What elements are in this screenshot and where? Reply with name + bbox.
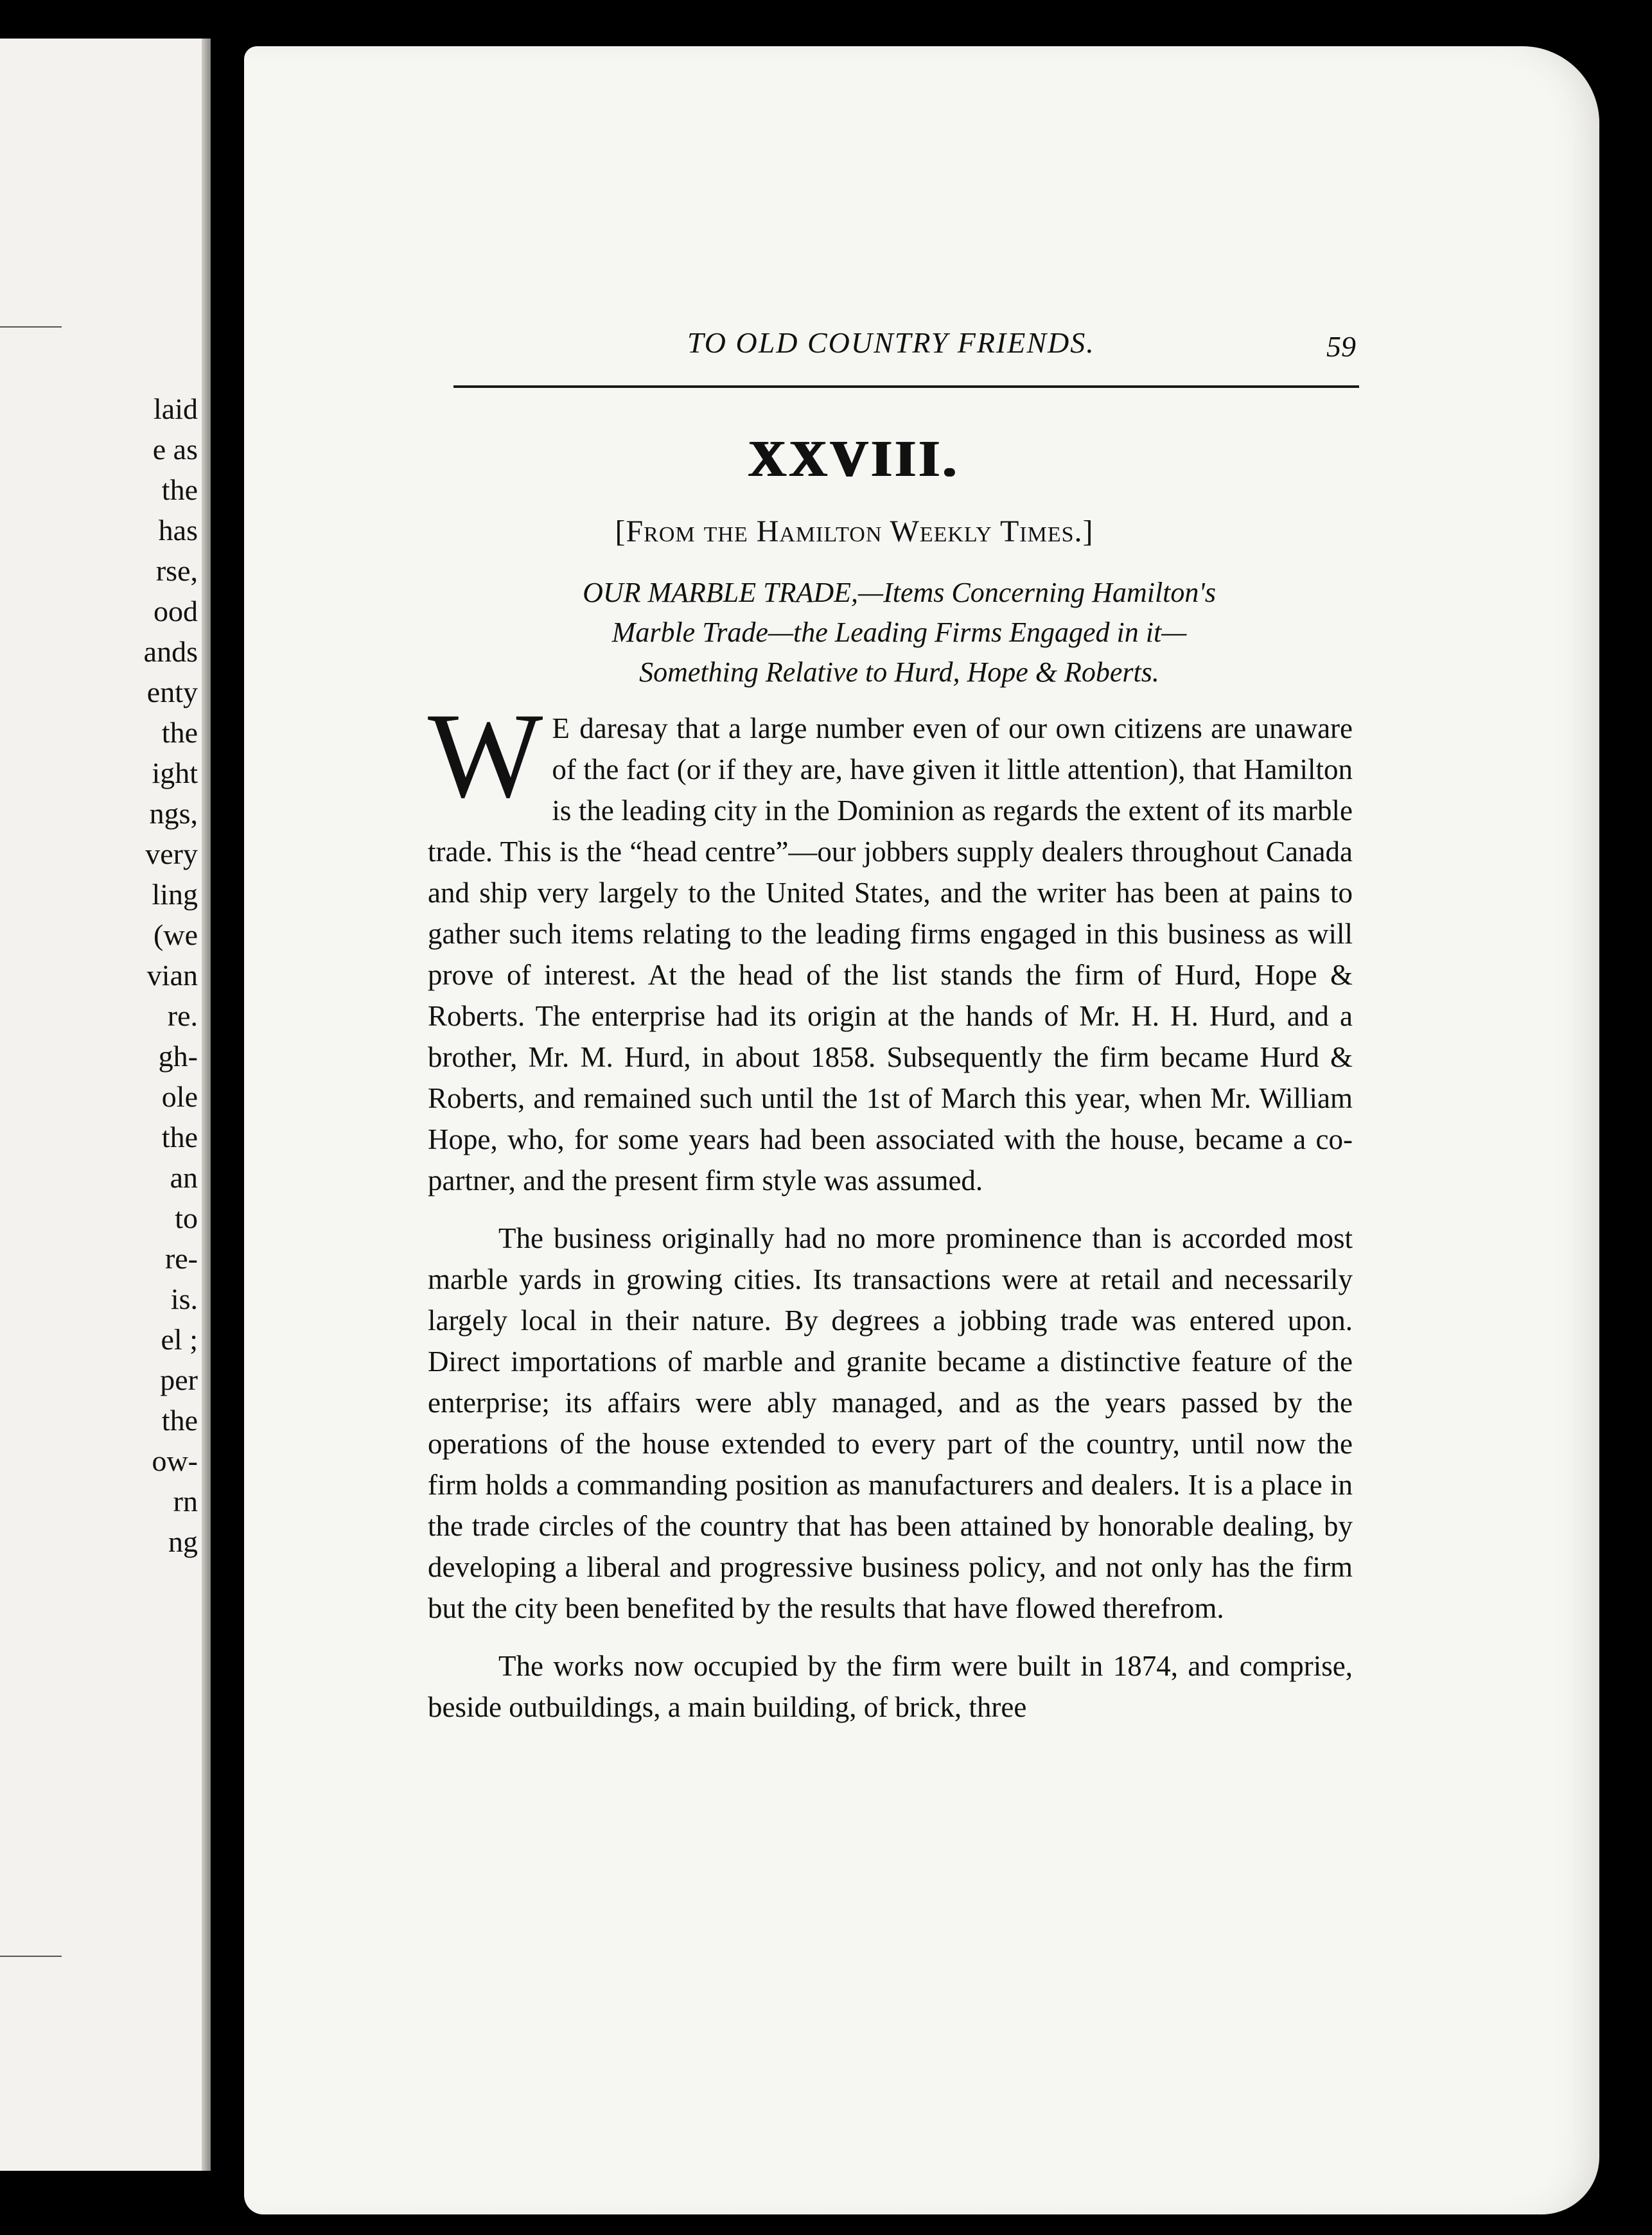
chapter-number: XXVIII. (748, 431, 960, 487)
left-page-fragment: ow- (152, 1444, 198, 1477)
left-page-fragment: re. (167, 999, 198, 1032)
subtitle-line: Something Relative to Hurd, Hope & Roberts. (639, 656, 1159, 688)
left-page-fragment: re- (164, 1242, 198, 1275)
book-spine (202, 39, 211, 2171)
article-subtitle (443, 573, 1355, 692)
left-page-fragment: per (160, 1363, 198, 1396)
left-page-fragment: the (161, 473, 198, 506)
left-page-fragment: laid (154, 392, 198, 425)
left-page-fragment: enty (146, 676, 198, 708)
left-page-rule-bottom (0, 1956, 62, 1957)
left-page-fragment: ling (152, 878, 198, 911)
left-page-fragment: to (175, 1202, 198, 1234)
drop-cap: W (428, 688, 543, 823)
left-page-fragment: vian (146, 959, 198, 992)
left-page-fragment: the (161, 1121, 198, 1153)
left-page-fragment: the (161, 1404, 198, 1437)
left-page-fragment: rn (173, 1485, 198, 1518)
left-facing-page (0, 39, 211, 2171)
running-head (244, 326, 1599, 364)
subtitle-line: OUR MARBLE TRADE,—Items Concerning Hamilton's (583, 577, 1216, 608)
left-page-fragment: very (145, 837, 198, 870)
first-word-rest: E (552, 712, 571, 744)
subtitle-line: Marble Trade—the Leading Firms Engaged in it— (611, 617, 1187, 648)
left-page-fragment: e as (152, 433, 198, 466)
left-page-fragment: ole (161, 1080, 198, 1113)
paragraph (428, 688, 1353, 1201)
page-number: 59 (1326, 330, 1356, 363)
left-page-fragment: an (170, 1161, 198, 1194)
source-line: [From the Hamilton Weekly Times.] (615, 514, 1094, 548)
running-head-title: TO OLD COUNTRY FRIENDS. (687, 326, 1095, 359)
book-page (244, 46, 1599, 2214)
left-page-fragment: ands (143, 635, 198, 668)
left-page-fragment: the (161, 716, 198, 749)
paragraph: The business originally had no more prominence than is accorded most marble yards in growing cities. Its transactions were at retail and necessarily largely local in their nature. By degrees a jobbing trade was entered upon. Direct importations of marble and granite became a distinctive feature of the enterprise; its affairs were ably managed, and as the years passed by the operations of the house extended to every part of the country, until now the firm holds a commanding position as manufacturers and dealers. It is a place in the trade circles of the country that has been attained by honorable dealing, by developing a liberal and progressive business policy, and not only has the firm but the city been benefited by the results that have flowed therefrom. (428, 1222, 1353, 1624)
left-page-fragment: gh- (158, 1040, 198, 1073)
left-page-fragment: is. (170, 1283, 198, 1315)
left-page-fragment: ng (168, 1525, 198, 1558)
paragraph-text: daresay that a large number even of our own citizens are unaware of the fact (or if they are, have given it little attention), that Hamilton is the leading city in the Dominion as regards the extent of its marble trade. This is the “head centre”—our jobbers supply dealers throughout Canada and ship very largely to the United States, and the writer has been at pains to gather such items relating to the leading firms engaged in this business as will prove of interest. At the head of the list stands the firm of Hurd, Hope & Roberts. The enterprise had its origin at the hands of Mr. H. H. Hurd, and a brother, Mr. M. Hurd, in about 1858. Subsequently the firm became Hurd & Roberts, and remained such until the 1st of March this year, when Mr. William Hope, who, for some years had been associated with the house, became a co-partner, and the present firm style was assumed. (428, 712, 1353, 1196)
left-page-fragment: ngs, (149, 797, 198, 830)
article-body (428, 688, 1353, 1744)
paragraph: The works now occupied by the firm were built in 1874, and comprise, beside outbuildings, a main building, of brick, three (428, 1650, 1353, 1723)
left-page-fragment: ood (154, 595, 198, 627)
left-page-fragment: el ; (161, 1323, 198, 1356)
left-page-rule-top (0, 326, 62, 328)
left-page-fragment: ight (152, 757, 198, 789)
left-page-fragment: (we (154, 918, 198, 951)
left-page-text-fragments (144, 389, 198, 1562)
left-page-fragment: rse, (155, 554, 198, 587)
header-rule (453, 385, 1359, 388)
left-page-fragment: has (158, 514, 198, 547)
